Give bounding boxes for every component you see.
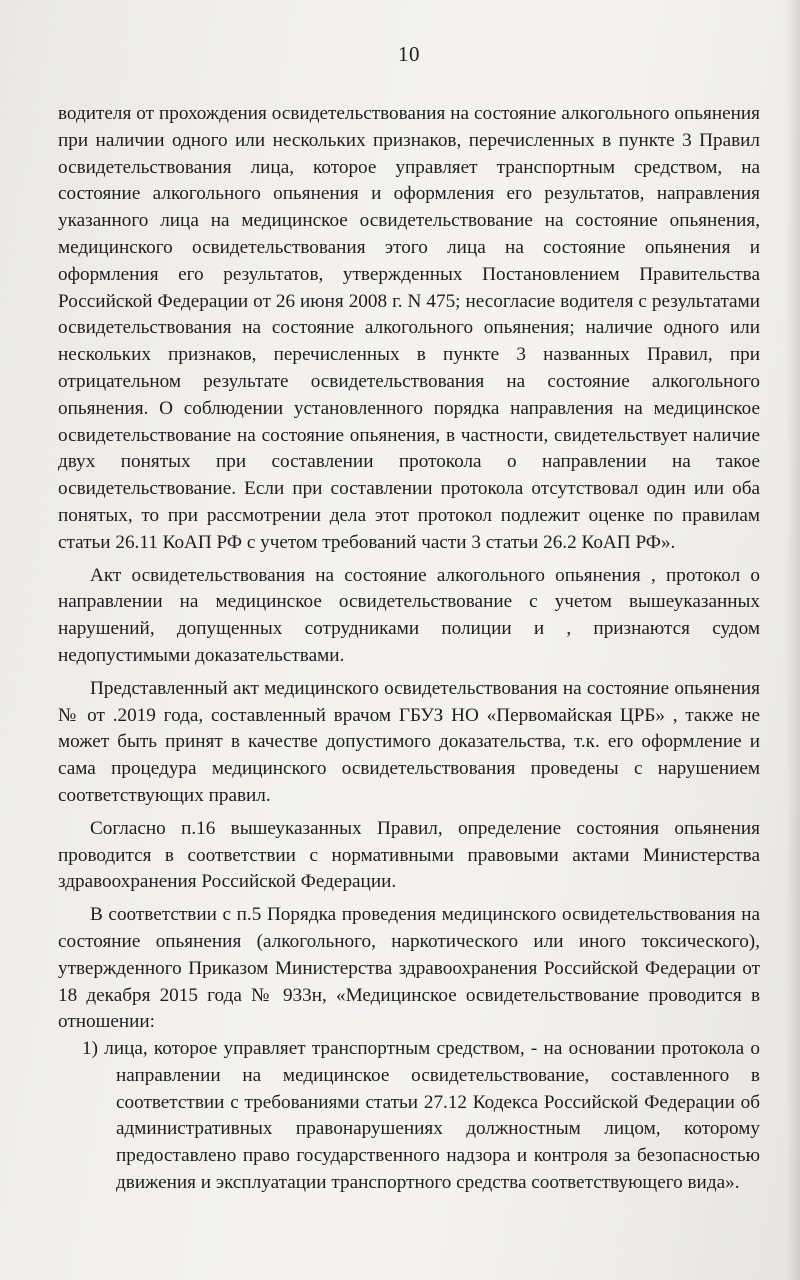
paragraph-order-p5: В соответствии с п.5 Порядка проведения медицинского освидетельствования на состояние опьянения (алкогольного, наркотического или иного токсического), утвержденного Приказом Министерства здравоохранения Российской Федерации от 18 декабря 2015 года № 933н, «Медицинское освидетельствование проводится в отношении: (58, 904, 760, 1033)
paragraph-continuation: водителя от прохождения освидетельствования на состояние алкогольного опьянения при наличии одного или нескольких признаков, перечисленных в пункте 3 Правил освидетельствования лица, которое управляет транспортным средством, на состояние алкогольного опьянения и оформления его результатов, направления указанного лица на медицинское освидетельствование на состояние опьянения, медицинского освидетельствования этого лица на состояние опьянения и оформления его результатов, утвержденных Постановлением Правительства Российской Федерации от 26 июня 2008 г. N 475; несогласие водителя с результатами освидетельствования на состояние алкогольного опьянения; наличие одного или нескольких признаков, перечисленных в пункте 3 названных Правил, при отрицательном результате освидетельствования на состояние алкогольного опьянения. О соблюдении установленного порядка направления на медицинское освидетельствование на состояние опьянения, в частности, свидетельствует наличие двух понятых при составлении протокола о направлении на такое освидетельствование. Если при составлении протокола отсутствовал один или оба понятых, то при рассмотрении дела этот протокол подлежит оценке по правилам статьи 26.11 КоАП РФ с учетом требований части 3 статьи 26.2 КоАП РФ». (58, 103, 760, 553)
paragraph-inadmissible-evidence: Акт освидетельствования на состояние алкогольного опьянения , протокол о направлении на медицинское освидетельствование с учетом вышеуказанных нарушений, допущенных сотрудниками полиции и , признаются судом недопустимыми доказательствами. (58, 564, 760, 666)
list-item-1: 1) лица, которое управляет транспортным средством, - на основании протокола о направлении на медицинское освидетельствование, составленного в соответствии с требованиями статьи 27.12 Кодекса Российской Федерации об административных правонарушениях должностным лицом, которому предоставлено право государственного надзора и контроля за безопасностью движения и эксплуатации транспортного средства соответствующего вида». (82, 1038, 760, 1194)
paragraph-rules-p16: Согласно п.16 вышеуказанных Правил, определение состояния опьянения проводится в соответствии с нормативными правовыми актами Министерства здравоохранения Российской Федерации. (58, 817, 760, 893)
page-number: 10 (398, 42, 420, 66)
paragraph-medical-act: Представленный акт медицинского освидетельствования на состояние опьянения № от .2019 года, составленный врачом ГБУЗ НО «Первомайская ЦРБ» , также не может быть принят в качестве допустимого доказательства, т.к. его оформление и сама процедура медицинского освидетельствования проведены с нарушением соответствующих правил. (58, 677, 760, 806)
